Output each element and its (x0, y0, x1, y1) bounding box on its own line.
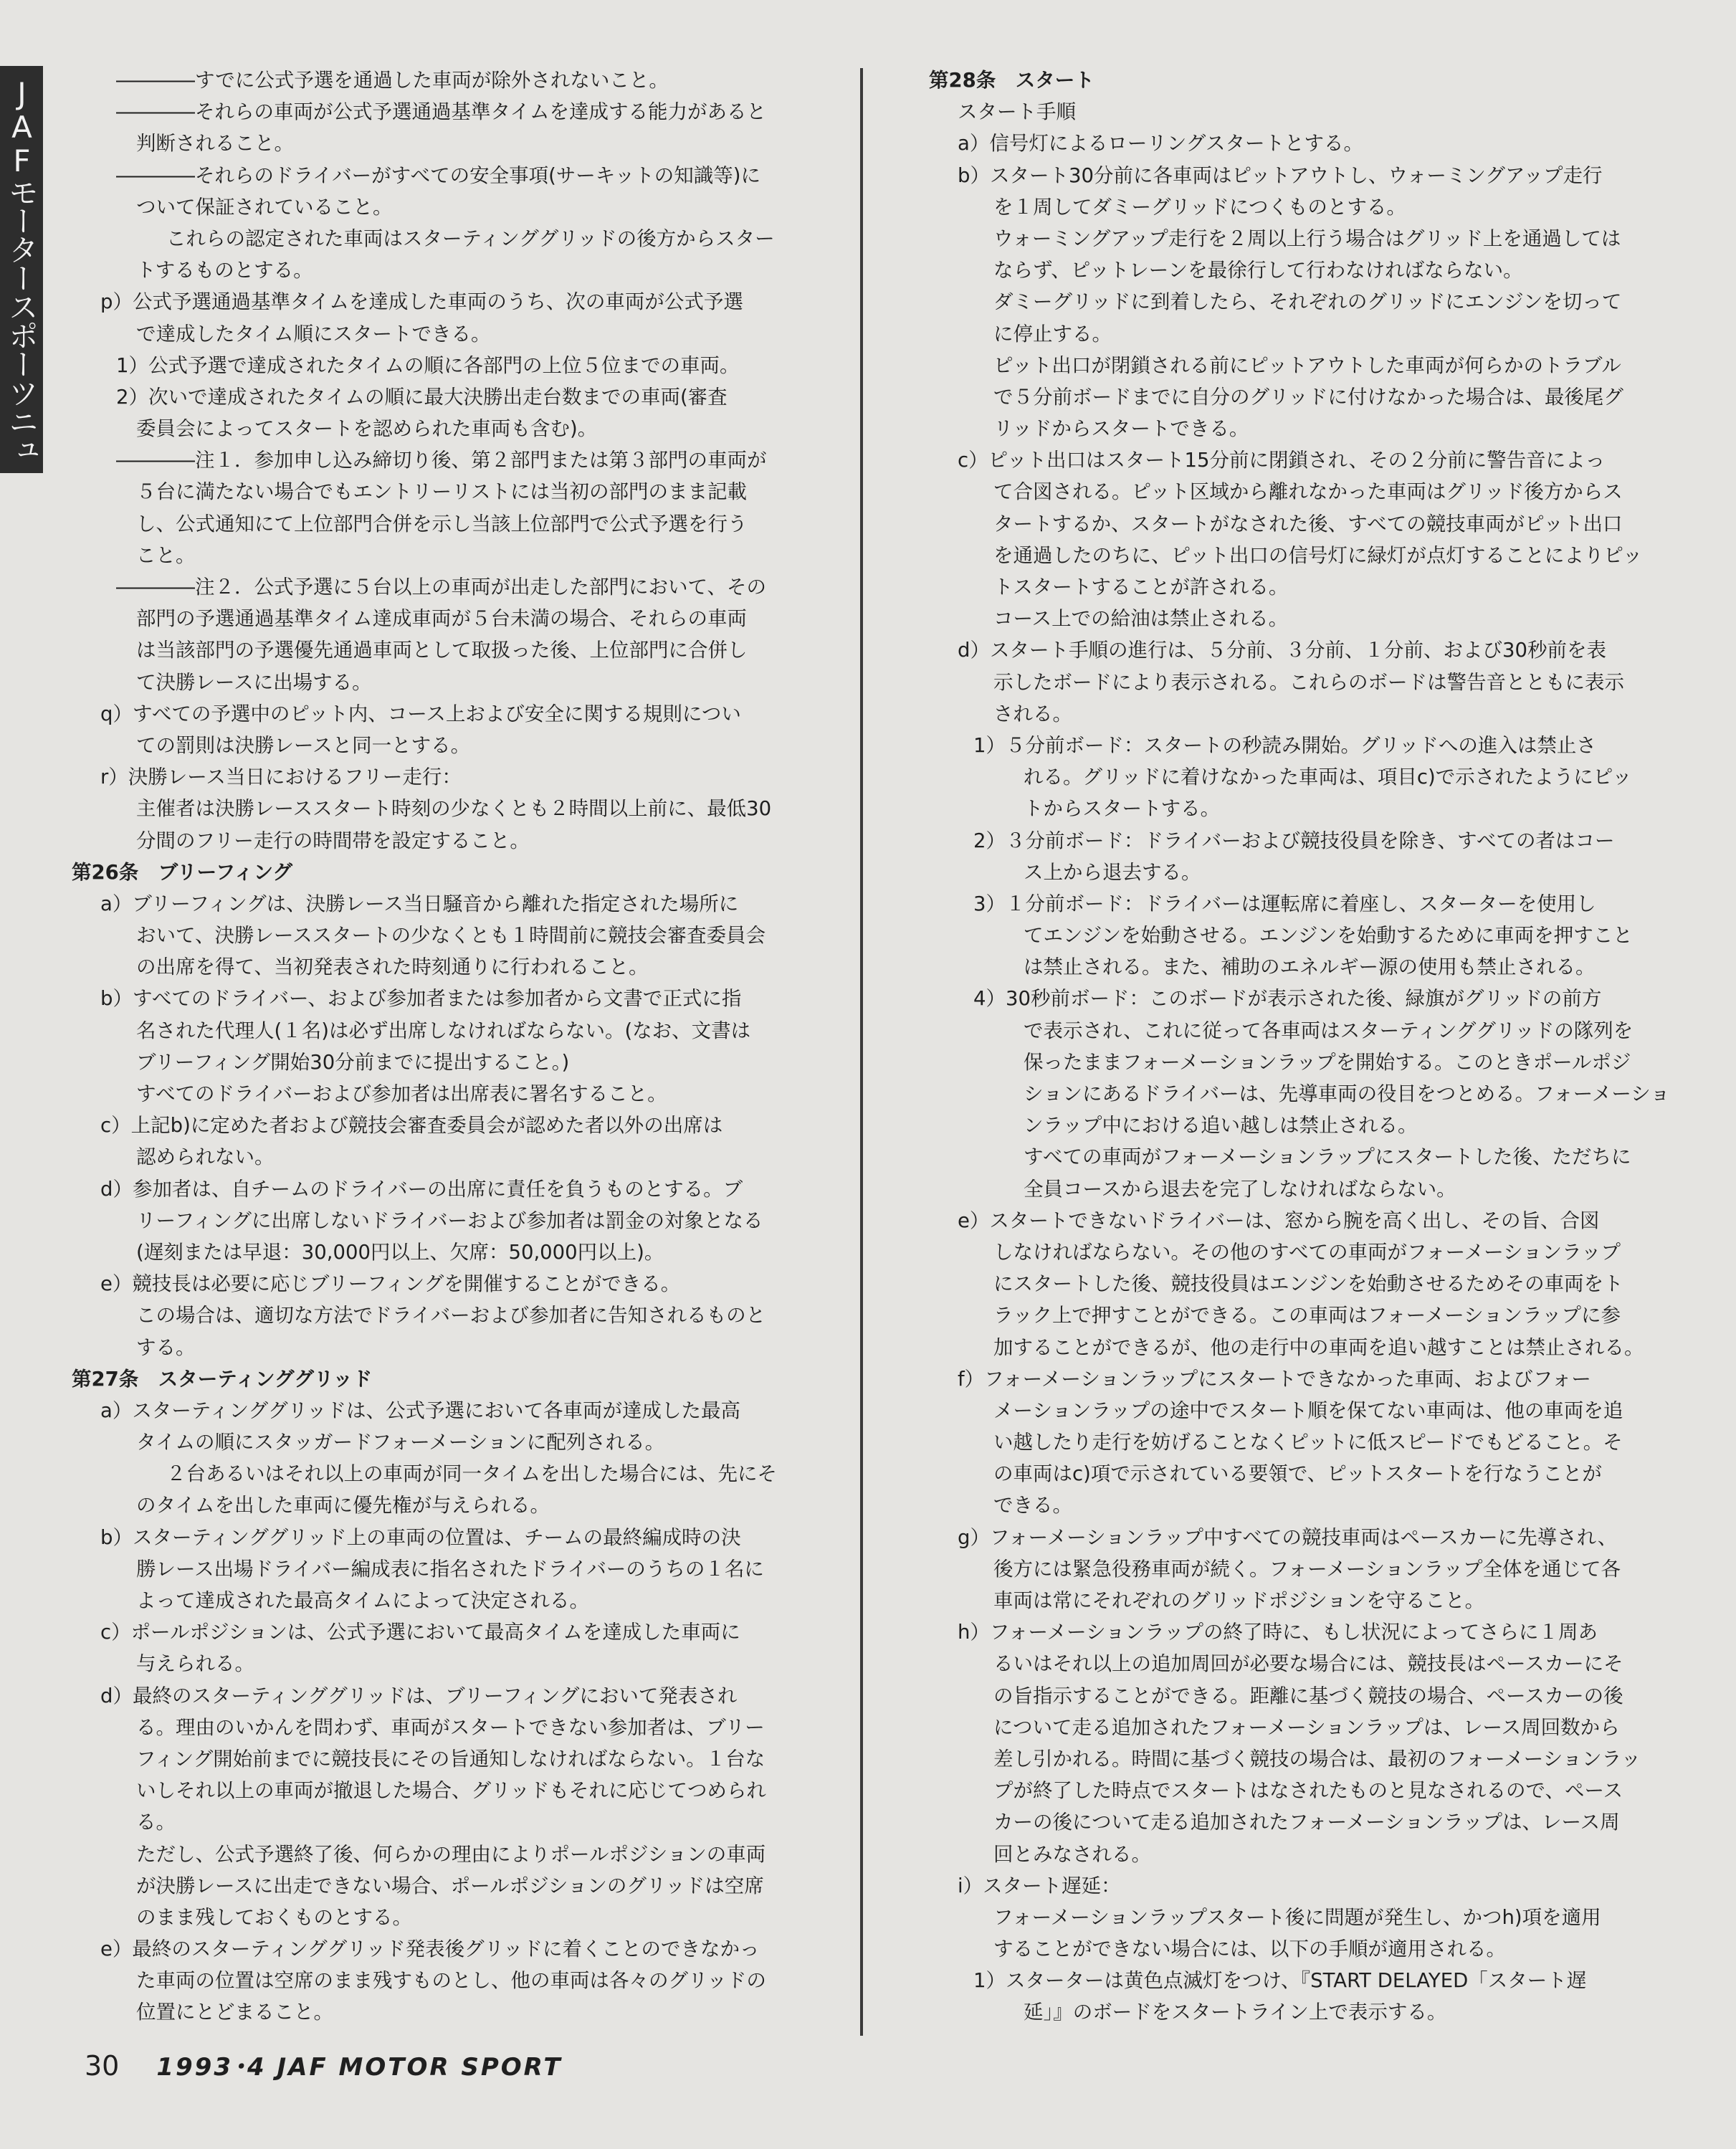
text-line: 差し引かれる。時間に基づく競技の場合は、最初のフォーメーションラッ (993, 1747, 1641, 1771)
text-line: フォーメーションラップスタート後に問題が発生し、かつh)項を適用 (993, 1905, 1601, 1929)
text-line: c）上記b)に定めた者および競技会審査委員会が認めた者以外の出席は (100, 1114, 723, 1138)
text-line: e）スタートできないドライバーは、窓から腕を高く出し、その旨、合図 (958, 1209, 1600, 1232)
text-line: ただし、公式予選終了後、何らかの理由によりポールポジションの車両 (136, 1842, 766, 1866)
text-line: ――――注２．公式予選に５台以上の車両が出走した部門において、その (116, 576, 766, 599)
text-line: 主催者は決勝レーススタート時刻の少なくとも２時間以上前に、最低30 (136, 797, 772, 821)
text-line: ならず、ピットレーンを最徐行して行わなければならない。 (993, 259, 1523, 282)
text-line: e）最終のスターティンググリッド発表後グリッドに着くことのできなかっ (100, 1938, 760, 1961)
text-line: ブリーフィング開始30分前までに提出すること。) (136, 1050, 570, 1074)
text-line: で達成したタイム順にスタートできる。 (136, 322, 491, 346)
text-line: a）信号灯によるローリングスタートとする。 (958, 132, 1364, 156)
text-line: 全員コースから退去を完了しなければならない。 (1024, 1177, 1456, 1201)
text-line: の旨指示することができる。距離に基づく競技の場合、ペースカーの後 (993, 1684, 1623, 1707)
column-divider (860, 68, 863, 2036)
right-column (929, 65, 1670, 2029)
page-footer (85, 2047, 563, 2087)
text-line: のまま残しておくものとする。 (136, 1905, 412, 1929)
text-line: ンラップ中における追い越しは禁止される。 (1024, 1114, 1418, 1138)
page-number: 30 (85, 2050, 120, 2082)
text-line: を通過したのちに、ピット出口の信号灯に緑灯が点灯することによりピッ (993, 543, 1643, 567)
text-line: カーの後について走る追加されたフォーメーションラップは、レース周 (993, 1811, 1620, 1834)
article-heading: 第27条 スターティンググリッド (72, 1367, 373, 1391)
text-line: るいはそれ以上の追加周回が必要な場合には、競技長はペースカーにそ (993, 1652, 1623, 1676)
text-line: 判断されること。 (136, 132, 294, 156)
text-line: q）すべての予選中のピット内、コース上および安全に関する規則につい (100, 702, 741, 725)
text-line: e）競技長は必要に応じブリーフィングを開催することができる。 (100, 1272, 681, 1296)
text-line: r）決勝レース当日におけるフリー走行： (100, 766, 462, 789)
text-line: する。 (136, 1335, 196, 1359)
text-line: 位置にとどまること。 (136, 2001, 333, 2024)
text-line: b）スタート30分前に各車両はピットアウトし、ウォーミングアップ走行 (958, 163, 1603, 187)
text-line: れる。グリッドに着けなかった車両は、項目c)で示されたようにピッ (1024, 766, 1632, 789)
text-line: は禁止される。また、補助のエネルギー源の使用も禁止される。 (1024, 956, 1596, 979)
text-line: 保ったままフォーメーションラップを開始する。このときポールポジ (1024, 1050, 1631, 1074)
text-line: 2）３分前ボード：ドライバーおよび競技役員を除き、すべての者はコー (973, 829, 1615, 852)
text-line: 回とみなされる。 (993, 1842, 1151, 1866)
text-line: p）公式予選通過基準タイムを達成した車両のうち、次の車両が公式予選 (100, 290, 743, 314)
text-line: ての罰則は決勝レースと同一とする。 (136, 733, 471, 757)
text-line: 延」』のボードをスタートライン上で表示する。 (1024, 2001, 1447, 2024)
text-line: ５台に満たない場合でもエントリーリストには当初の部門のまま記載 (136, 480, 747, 504)
text-line: で表示され、これに従って各車両はスターティンググリッドの隊列を (1024, 1019, 1634, 1042)
text-line: る。理由のいかんを問わず、車両がスタートできない参加者は、ブリー (136, 1715, 765, 1739)
text-line: ピット出口が閉鎖される前にピットアウトした車両が何らかのトラブル (993, 353, 1621, 377)
text-line: し、公式通知にて上位部門合併を示し当該上位部門で公式予選を行う (136, 512, 748, 535)
text-line: 認められない。 (136, 1145, 275, 1169)
text-line: すべてのドライバーおよび参加者は出席表に署名すること。 (136, 1082, 667, 1105)
text-line: ――――注１．参加申し込み締切り後、第２部門または第３部門の車両が (116, 449, 767, 472)
text-line: いしそれ以上の車両が撤退した場合、グリッドもそれに応じてつめられ (136, 1779, 766, 1803)
text-line: ――――それらのドライバーがすべての安全事項(サーキットの知識等)に (116, 163, 760, 187)
text-line: h）フォーメーションラップの終了時に、もし状況によってさらに１周あ (958, 1621, 1598, 1644)
text-line: c）ポールポジションは、公式予選において最高タイムを達成した車両に (100, 1621, 740, 1644)
text-line: て合図される。ピット区域から離れなかった車両はグリッド後方からス (993, 480, 1623, 504)
text-line: 名された代理人(１名)は必ず出席しなければならない。(なお、文書は (136, 1019, 751, 1042)
text-line: ――――それらの車両が公式予選通過基準タイムを達成する能力があると (116, 100, 766, 124)
text-line: 3）１分前ボード：ドライバーは運転席に着座し、スターターを使用し (973, 892, 1596, 915)
text-line: が決勝レースに出走できない場合、ポールポジションのグリッドは空席 (136, 1874, 764, 1897)
text-line: b）スターティンググリッド上の車両の位置は、チームの最終編成時の決 (100, 1525, 741, 1549)
text-line: 1）スターターは黄色点滅灯をつけ、『START DELAYED「スタート遅 (973, 1969, 1587, 1993)
text-line: ダミーグリッドに到着したら、それぞれのグリッドにエンジンを切って (993, 290, 1622, 314)
section-tab: JAFモータースポーツニュ (0, 66, 43, 473)
text-line: おいて、決勝レーススタートの少なくとも１時間前に競技会審査委員会 (136, 924, 766, 948)
text-line: a）ブリーフィングは、決勝レース当日騒音から離れた指定された場所に (100, 892, 739, 915)
text-line: にスタートした後、競技役員はエンジンを始動させるためその車両をト (993, 1272, 1623, 1296)
text-line: スタート手順 (958, 100, 1076, 124)
text-line: に停止する。 (993, 322, 1112, 346)
article-heading: 第28条 スタート (929, 69, 1094, 92)
text-line: タートするか、スタートがなされた後、すべての競技車両がピット出口 (993, 512, 1623, 535)
text-line: 部門の予選通過基準タイム達成車両が５台未満の場合、それらの車両 (136, 607, 747, 631)
text-line: リッドからスタートできる。 (993, 417, 1249, 441)
text-line: この場合は、適切な方法でドライバーおよび参加者に告知されるものと (136, 1304, 766, 1328)
article-heading: 第26条 ブリーフィング (72, 860, 293, 884)
text-line: 後方には緊急役務車両が続く。フォーメーションラップ全体を通じて各 (993, 1557, 1621, 1581)
text-line: 車両は常にそれぞれのグリッドポジションを守ること。 (993, 1589, 1485, 1612)
text-line: コース上での給油は禁止される。 (993, 607, 1289, 631)
text-line: メーションラップの途中でスタート順を保てない車両は、他の車両を追 (993, 1398, 1623, 1422)
text-line: しなければならない。その他のすべての車両がフォーメーションラップ (993, 1240, 1621, 1264)
text-line: で５分前ボードまでに自分のグリッドに付けなかった場合は、最後尾グ (993, 385, 1623, 409)
text-line: することができない場合には、以下の手順が適用される。 (993, 1938, 1506, 1961)
text-line: た車両の位置は空席のまま残すものとし、他の車両は各々のグリッドの (136, 1969, 766, 1993)
text-line: a）スターティンググリッドは、公式予選において各車両が達成した最高 (100, 1398, 740, 1422)
text-line: こと。 (136, 543, 196, 567)
text-line: る。 (136, 1811, 176, 1834)
text-line: い越したり走行を妨げることなくピットに低スピードでもどること。そ (993, 1431, 1623, 1454)
text-line: は当該部門の予選優先通過車両として取扱った後、上位部門に合併し (136, 639, 748, 662)
text-line: 勝レース出場ドライバー編成表に指名されたドライバーのうちの１名に (136, 1557, 764, 1581)
text-line: 分間のフリー走行の時間帯を設定すること。 (136, 829, 530, 852)
text-line: i）スタート遅延： (958, 1874, 1121, 1897)
text-line: トスタートすることが許される。 (993, 576, 1289, 599)
text-line: (遅刻または早退：30,000円以上、欠席：50,000円以上)。 (136, 1240, 664, 1264)
text-line: のタイムを出した車両に優先権が与えられる。 (136, 1494, 550, 1517)
text-line: ウォーミングアップ走行を２周以上行う場合はグリッド上を通過しては (993, 227, 1621, 250)
text-line: d）参加者は、自チームのドライバーの出席に責任を負うものとする。ブ (100, 1177, 743, 1201)
text-line: 1）５分前ボード：スタートの秒読み開始。グリッドへの進入は禁止さ (973, 733, 1596, 757)
text-line: ラック上で押すことができる。この車両はフォーメーションラップに参 (993, 1304, 1621, 1328)
text-line: d）スタート手順の進行は、５分前、３分前、１分前、および30秒前を表 (958, 639, 1606, 662)
text-line: ションにあるドライバーは、先導車両の役目をつとめる。フォーメーショ (1024, 1082, 1670, 1105)
text-line: よって達成された最高タイムによって決定される。 (136, 1589, 589, 1612)
text-line: ス上から退去する。 (1024, 860, 1201, 884)
text-line: 1）公式予選で達成されたタイムの順に各部門の上位５位までの車両。 (116, 353, 740, 377)
text-line: トするものとする。 (136, 259, 313, 282)
text-line: の車両はc)項で示されている要領で、ピットスタートを行なうことが (993, 1462, 1602, 1486)
text-line: される。 (993, 702, 1072, 725)
text-line: g）フォーメーションラップ中すべての競技車両はペースカーに先導され、 (958, 1525, 1618, 1549)
text-line: 4）30秒前ボード：このボードが表示された後、緑旗がグリッドの前方 (973, 987, 1602, 1011)
text-line: 委員会によってスタートを認められた車両も含む)。 (136, 417, 598, 441)
text-line: ２台あるいはそれ以上の車両が同一タイムを出した場合には、先にそ (166, 1462, 777, 1486)
text-line: の出席を得て、当初発表された時刻通りに行われること。 (136, 956, 649, 979)
text-line: タイムの順にスタッガードフォーメーションに配列される。 (136, 1431, 665, 1454)
text-line: フィング開始前までに競技長にその旨通知しなければならない。１台な (136, 1747, 766, 1771)
text-line: b）すべてのドライバー、および参加者または参加者から文書で正式に指 (100, 987, 742, 1011)
text-line: c）ピット出口はスタート15分前に閉鎖され、その２分前に警告音によっ (958, 449, 1606, 472)
text-line: 2）次いで達成されたタイムの順に最大決勝出走台数までの車両(審査 (116, 385, 728, 409)
text-line: て決勝レースに出場する。 (136, 670, 372, 694)
text-line: ――――すでに公式予選を通過した車両が除外されないこと。 (116, 69, 669, 92)
text-line: 与えられる。 (136, 1652, 254, 1676)
text-line: f）フォーメーションラップにスタートできなかった車両、およびフォー (958, 1367, 1591, 1391)
text-line: これらの認定された車両はスターティンググリッドの後方からスター (166, 227, 775, 250)
left-column (72, 65, 796, 2029)
text-line: すべての車両がフォーメーションラップにスタートした後、ただちに (1024, 1145, 1631, 1169)
text-line: てエンジンを始動させる。エンジンを始動するために車両を押すこと (1024, 924, 1633, 948)
text-line: トからスタートする。 (1024, 797, 1221, 821)
text-line: できる。 (993, 1494, 1072, 1517)
text-line: 加することができるが、他の走行中の車両を追い越すことは禁止される。 (993, 1335, 1644, 1359)
text-line: 示したボードにより表示される。これらのボードは警告音とともに表示 (993, 670, 1624, 694)
text-line: ついて保証されていること。 (136, 195, 393, 219)
text-line: リーフィングに出席しないドライバーおよび参加者は罰金の対象となる (136, 1209, 763, 1232)
text-line: を１周してダミーグリッドにつくものとする。 (993, 195, 1406, 219)
text-line: プが終了した時点でスタートはなされたものと見なされるので、ペース (993, 1779, 1623, 1803)
magazine-title: 1993･4 JAF MOTOR SPORT (156, 2053, 563, 2082)
text-line: d）最終のスターティンググリッドは、ブリーフィングにおいて発表され (100, 1684, 738, 1707)
text-line: について走る追加されたフォーメーションラップは、レース周回数から (993, 1715, 1620, 1739)
